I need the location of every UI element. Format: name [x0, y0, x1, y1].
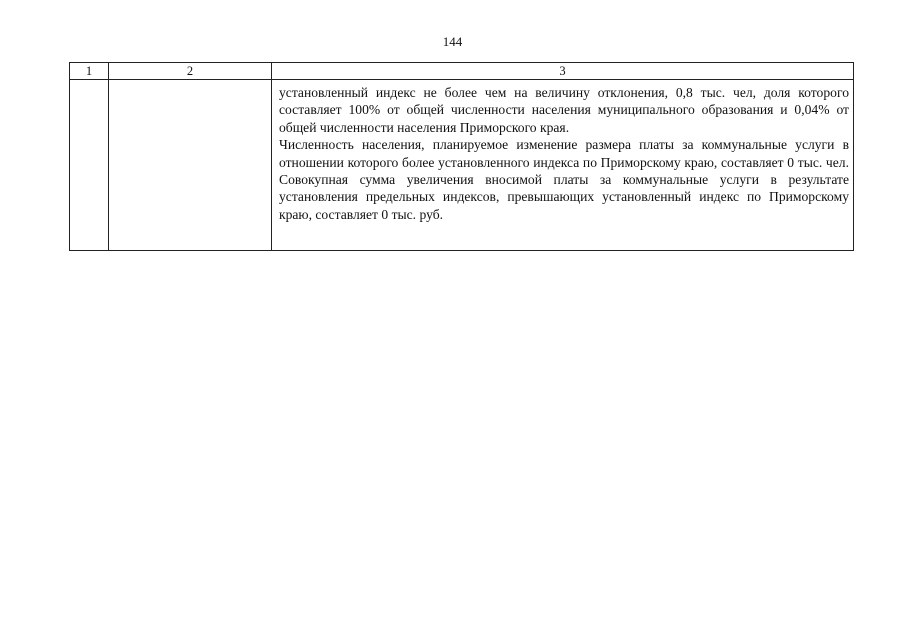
paragraph-population-deviation: установленный индекс не более чем на величину отклонения, 0,8 тыс. чел, доля которого составляет 100% от общей численности населения муниципального образования и 0,04% от общей численности населения Приморского края. — [279, 85, 849, 135]
table-cell-col-1 — [70, 80, 109, 251]
table-header-row — [70, 63, 854, 80]
table-cell-col-2 — [109, 80, 272, 251]
cell-text-block — [272, 80, 853, 223]
paragraph-population-above-index: Численность населения, планируемое изменение размера платы за коммунальные услуги в отношении которого более установленного индекса по Приморскому краю, составляет 0 тыс. чел. Совокупная сумма увеличения вносимой платы за коммунальные услуги в результате установления предельных индексов, превышающих установленный индекс по Приморскому краю, составляет 0 тыс. руб. — [279, 137, 849, 222]
table-row — [70, 80, 854, 251]
document-table — [69, 62, 854, 251]
column-header-2: 2 — [109, 63, 272, 80]
page-number: 144 — [442, 34, 463, 49]
table-cell-col-3 — [272, 80, 854, 251]
column-header-1: 1 — [70, 63, 109, 80]
column-header-3: 3 — [272, 63, 854, 80]
